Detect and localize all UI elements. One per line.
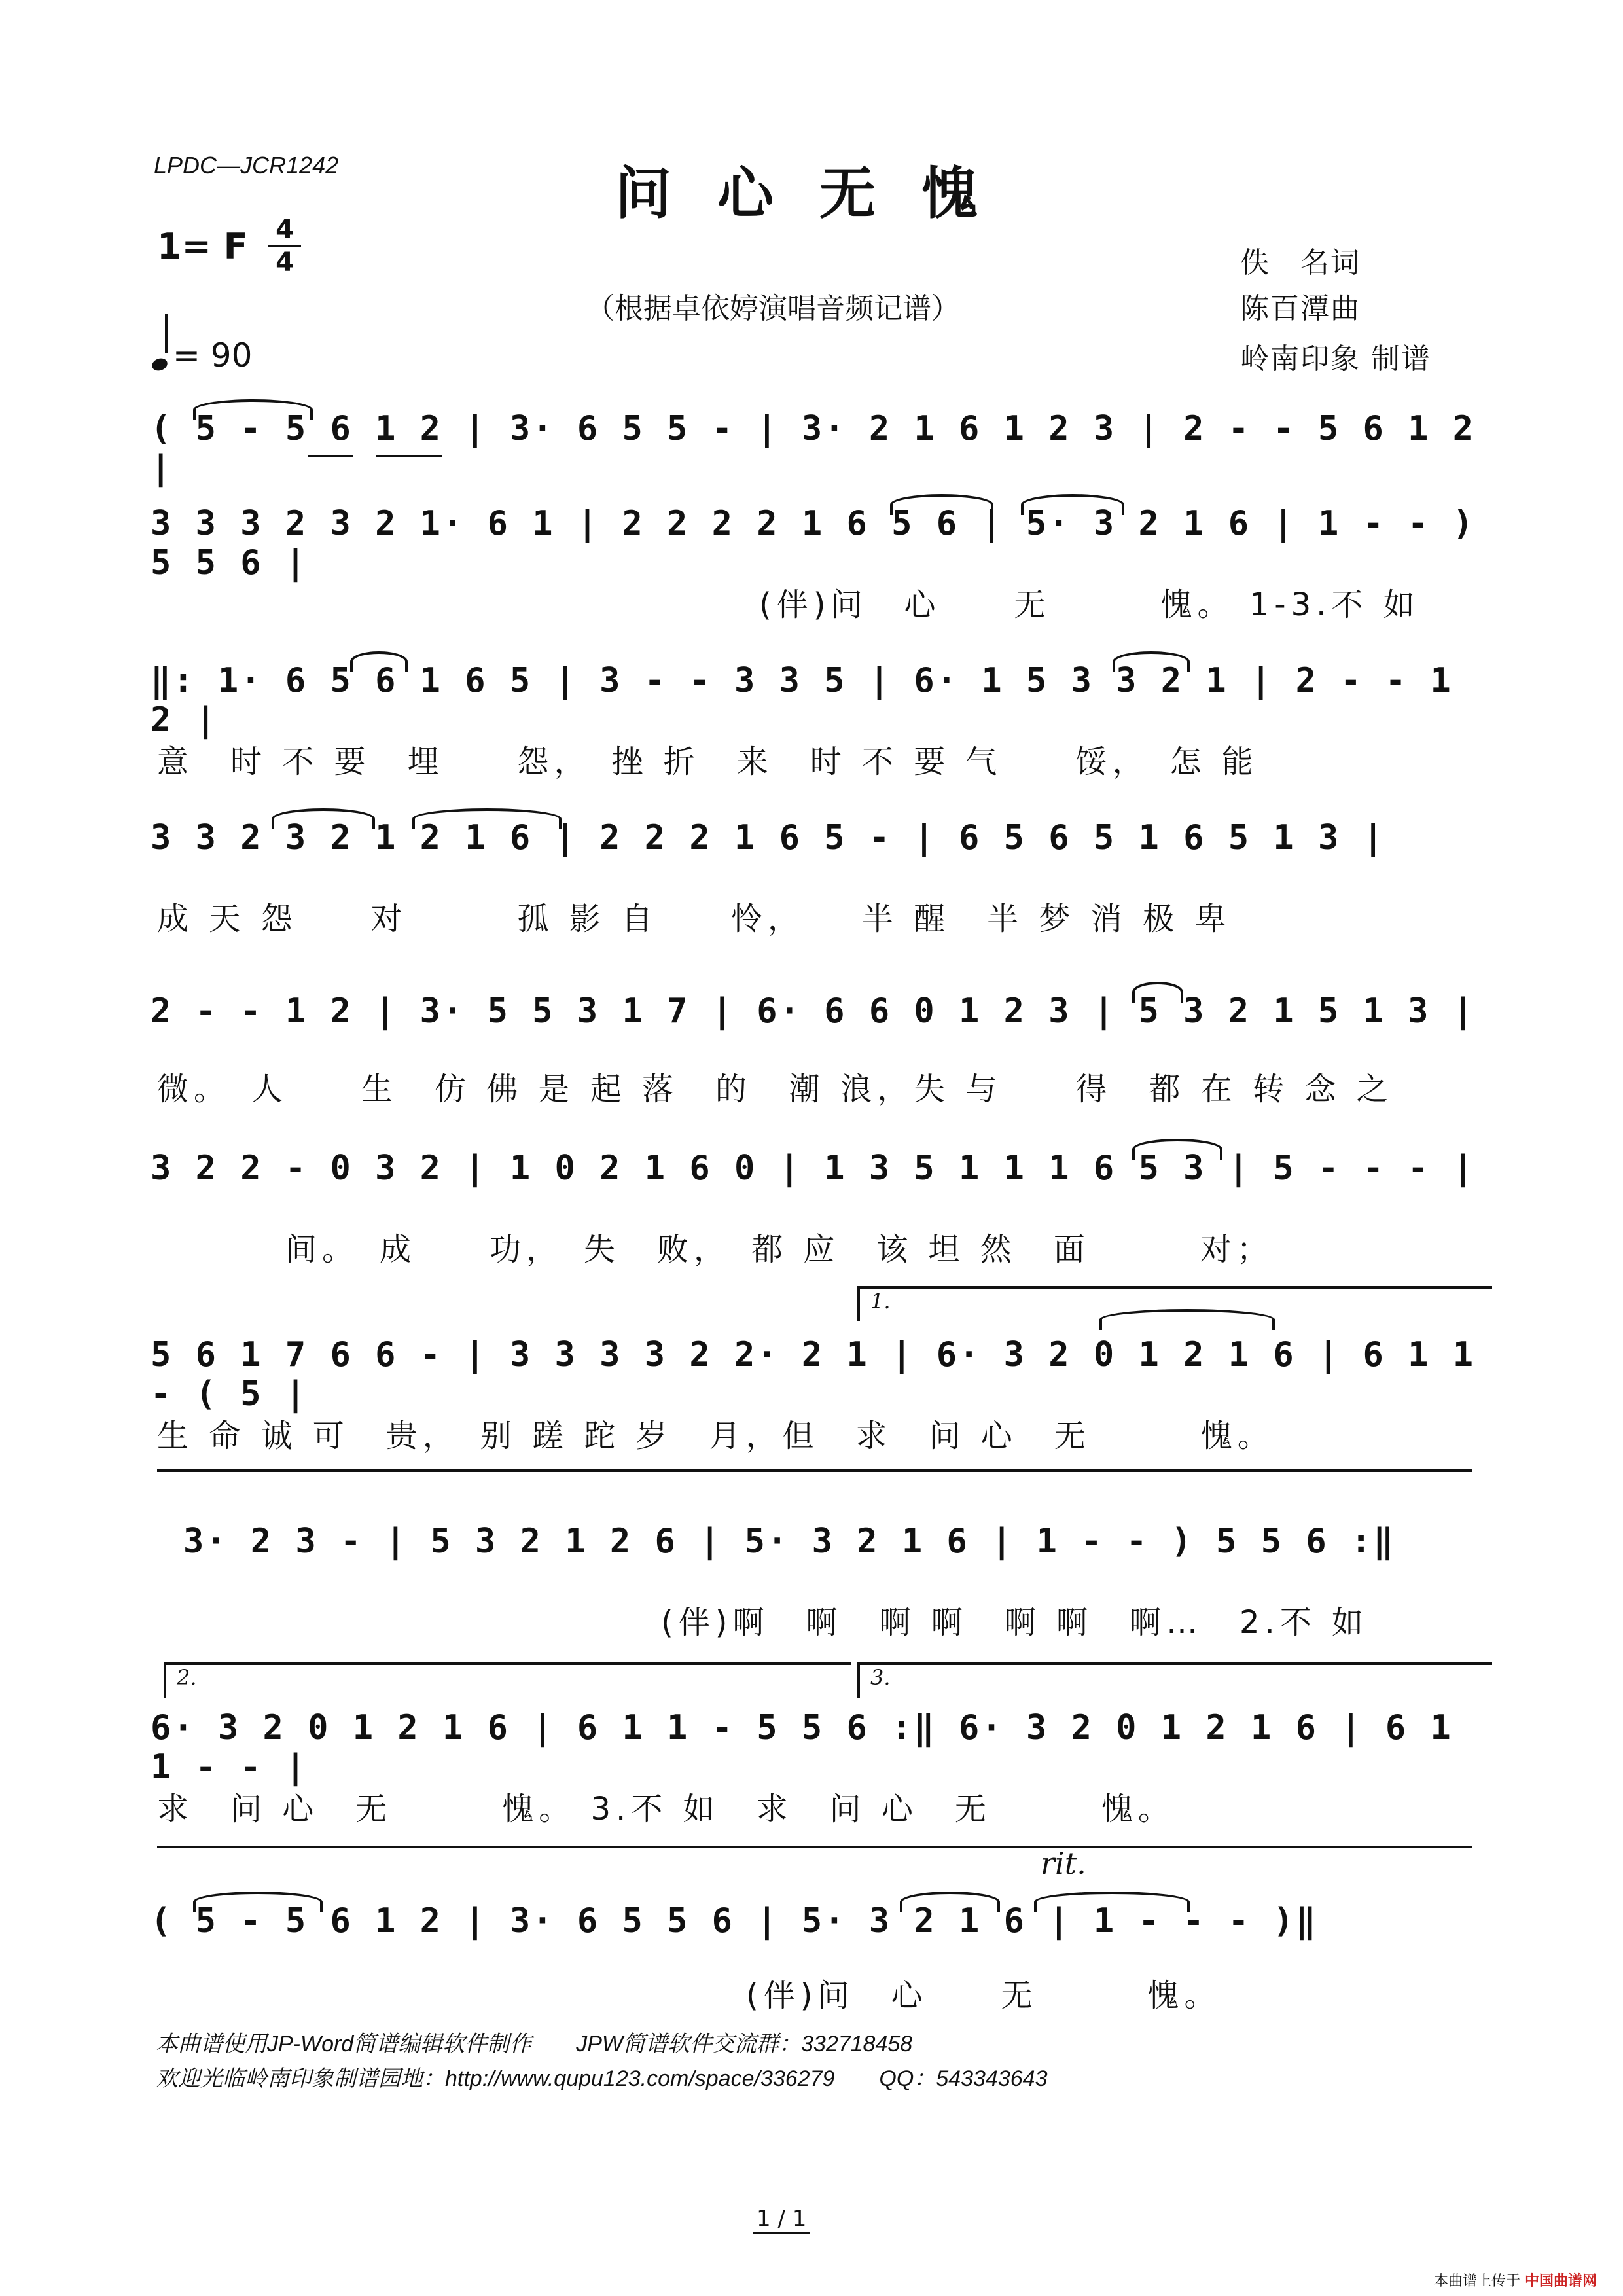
volta-1: 1. [857,1286,1492,1321]
underline [376,455,442,457]
time-top: 4 [276,215,294,245]
slur [412,808,562,829]
stave-8-lyrics: (伴)啊 啊 啊 啊 啊 啊 啊… 2.不 如 [661,1604,1369,1641]
volta-2: 2. [164,1662,851,1698]
slur [1132,1139,1222,1160]
tempo-value: = 90 [173,336,253,374]
stave-7-notes: 5 6 1 7 6 6 - | 3 3 3 3 2 2· 2 1 | 6· 3 2 0 1 2 1 6 | 6 1 1 - ( 5 | [151,1335,1476,1414]
time-signature [268,216,301,276]
stave-10-notes: ( 5 - 5 6 1 2 | 3· 6 5 5 6 | 5· 3 2 1 6 | 1 - - - )‖ [151,1901,1318,1941]
uploader-note [1434,2270,1597,2290]
footer-website: 欢迎光临岭南印象制谱园地：http://www.qupu123.com/space/336279 QQ：543343643 [156,2066,1048,2091]
volta-3: 3. [857,1662,1492,1698]
stave-2-notes: 3 3 3 2 3 2 1· 6 1 | 2 2 2 2 1 6 5 6 | 5· 3 2 1 6 | 1 - - ) 5 5 6 | [151,504,1476,583]
song-title: 问心无愧 [615,160,1024,226]
stave-4-lyrics: 成 天 怨 对 孤 影 自 怜， 半 醒 半 梦 消 极 卑 [157,901,1232,937]
stave-3-notes: ‖: 1· 6 5 6 1 6 5 | 3 - - 3 3 5 | 6· 1 5 3 3 2 1 | 2 - - 1 2 | [151,661,1453,740]
credit-composer: 陈百潭曲 [1240,292,1361,325]
subtitle: （根据卓依婷演唱音频记谱） [586,292,960,325]
stave-6-lyrics: 间。 成 功， 失 败， 都 应 该 坦 然 面 对； [249,1231,1274,1268]
key-signature: 1= F [157,226,248,267]
stave-7-lyrics: 生 命 诚 可 贵， 别 蹉 跎 岁 月，但 求 问 心 无 愧。 [157,1418,1274,1454]
time-bottom: 4 [276,247,294,278]
slur [272,808,375,829]
stave-9-notes: 6· 3 2 0 1 2 1 6 | 6 1 1 - 5 5 6 :‖ 6· 3 2 0 1 2 1 6 | 6 1 1 - - | [151,1708,1453,1787]
uploader-prefix: 本曲谱上传于 [1433,2273,1520,2289]
slur [1034,1892,1190,1912]
slur [1099,1309,1275,1330]
note-stem [165,314,168,353]
slur [193,1892,323,1912]
volta-bracket-line [157,1846,1472,1848]
site-logo: 中国曲谱网 [1524,2273,1597,2289]
slur [1113,651,1190,672]
stave-1-notes: ( 5 - 5 6 1 2 | 3· 6 5 5 - | 3· 2 1 6 1 2 3 | 2 - - 5 6 1 2 | [151,409,1476,488]
stave-8-notes: 3· 2 3 - | 5 3 2 1 2 6 | 5· 3 2 1 6 | 1 - - ) 5 5 6 :‖ [183,1522,1396,1561]
stave-5-notes: 2 - - 1 2 | 3· 5 5 3 1 7 | 6· 6 6 0 1 2 3 | 5 3 2 1 5 1 3 | [151,992,1476,1031]
slur [890,494,993,515]
quarter-note-icon [151,356,169,372]
stave-5-lyrics: 微。 人 生 仿 佛 是 起 落 的 潮 浪，失 与 得 都 在 转 念 之 [157,1071,1393,1107]
stave-10-lyrics: (伴)问 心 无 愧。 [746,1977,1221,2014]
tempo-marking [152,327,252,374]
page-number-text: 1 / 1 [753,2206,810,2234]
slur [1132,982,1183,1003]
stave-2-lyrics: (伴)问 心 无 愧。 1-3.不 如 [759,586,1420,623]
stave-6-notes: 3 2 2 - 0 3 2 | 1 0 2 1 6 0 | 1 3 5 1 1 1 6 5 3 | 5 - - - | [151,1149,1476,1188]
score-code: LPDC—JCR1242 [154,152,339,179]
footer-software: 本曲谱使用JP-Word简谱编辑软件制作 JPW简谱软件交流群：332718458 [156,2032,913,2056]
ritardando-mark: rit. [1041,1846,1086,1881]
slur [900,1892,1000,1912]
credit-engraver: 岭南印象 制谱 [1240,342,1431,376]
stave-4-notes: 3 3 2 3 2 1 2 1 6 | 2 2 2 1 6 5 - | 6 5 6 5 1 6 5 1 3 | [151,818,1385,857]
page-number [753,2206,810,2232]
slur [1021,494,1124,515]
stave-3-lyrics: 意 时 不 要 埋 怨， 挫 折 来 时 不 要 气 馁， 怎 能 [157,744,1258,780]
stave-9-lyrics: 求 问 心 无 愧。 3.不 如 求 问 心 无 愧。 [157,1791,1175,1827]
volta-bracket-line [157,1469,1472,1472]
slur [193,399,313,420]
slur [350,651,408,672]
underline [308,455,353,457]
credit-lyricist: 佚 名词 [1240,246,1361,279]
